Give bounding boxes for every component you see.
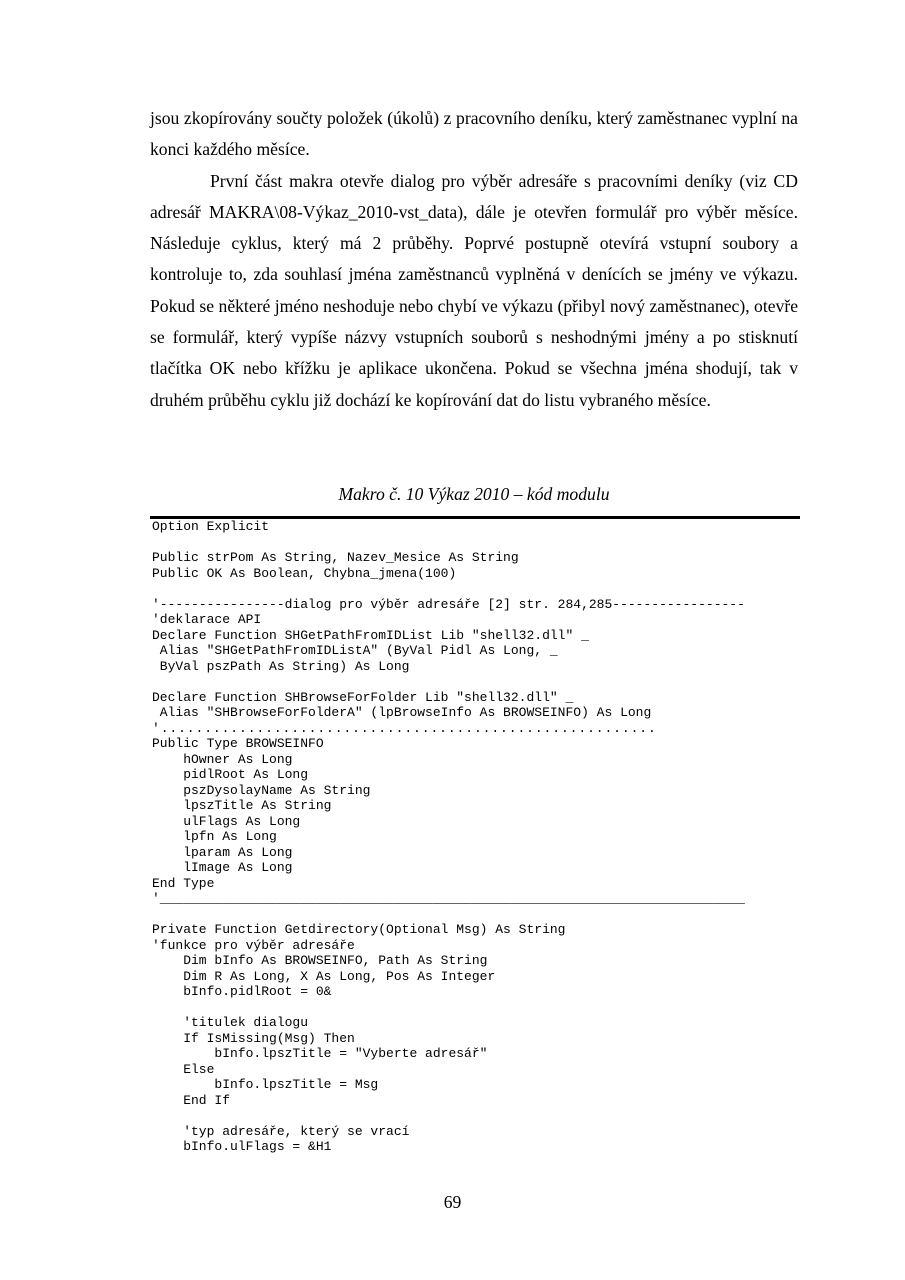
code-line: '......................................................... <box>152 720 657 736</box>
body-text <box>150 103 798 416</box>
code-line: hOwner As Long <box>152 751 293 767</box>
code-line <box>152 535 800 551</box>
code-line: lparam As Long <box>152 844 293 860</box>
code-line: '----------------dialog pro výběr adresáře [2] str. 284,285----------------- <box>152 596 745 612</box>
code-line: Public Type BROWSEINFO <box>152 736 324 751</box>
code-line <box>152 1108 800 1124</box>
code-line <box>152 907 800 923</box>
code-line: Alias "SHGetPathFromIDListA" (ByVal Pidl As Long, _ <box>152 643 558 658</box>
code-line: ByVal pszPath As String) As Long <box>152 658 410 674</box>
code-line: pidlRoot As Long <box>152 767 309 782</box>
code-line: Public strPom As String, Nazev_Mesice As String <box>152 550 519 565</box>
code-line: 'titulek dialogu <box>152 1015 309 1030</box>
code-line: ulFlags As Long <box>152 813 301 829</box>
code-line: If IsMissing(Msg) Then <box>152 1030 355 1046</box>
code-line: End If <box>152 1092 231 1108</box>
code-line: Declare Function SHGetPathFromIDList Lib "shell32.dll" _ <box>152 627 589 643</box>
code-listing <box>152 519 800 1155</box>
code-line: End Type <box>152 875 215 891</box>
code-line: Dim R As Long, X As Long, Pos As Integer <box>152 968 496 984</box>
code-line: Declare Function SHBrowseForFolder Lib "shell32.dll" _ <box>152 689 574 705</box>
paragraph: jsou zkopírovány součty položek (úkolů) z pracovního deníku, který zaměstnanec vyplní na konci každého měsíce. <box>150 108 798 160</box>
code-line: bInfo.lpszTitle = "Vyberte adresář" <box>152 1046 488 1061</box>
code-line <box>152 674 800 690</box>
code-line: bInfo.ulFlags = &H1 <box>152 1139 332 1154</box>
code-line: Private Function Getdirectory(Optional Msg) As String <box>152 922 566 937</box>
paragraph: První část makra otevře dialog pro výběr adresáře s pracovními deníky (viz CD adresář MAKRA\08-Výkaz_2010-vst_data), dále je otevřen formulář pro výběr měsíce. Následuje cyklus, který má 2 průběhy. Poprvé postupně otevírá vstupní soubory a kontroluje to, zda souhlasí jména zaměstnanců vyplněná v denících se jmény ve výkazu. Pokud se některé jméno neshoduje nebo chybí ve výkazu (přibyl nový zaměstnanec), otevře se formulář, který vypíše názvy vstupních souborů s neshodnými jmény a po stisknutí tlačítka OK nebo křížku je aplikace ukončena. Pokud se všechna jména shodují, tak v druhém průběhu cyklu již dochází ke kopírování dat do listu vybraného měsíce. <box>150 170 798 410</box>
code-caption: Makro č. 10 Výkaz 2010 – kód modulu <box>338 484 610 504</box>
code-line: pszDysolayName As String <box>152 782 371 798</box>
code-line: Alias "SHBrowseForFolderA" (lpBrowseInfo As BROWSEINFO) As Long <box>152 705 652 720</box>
code-line: bInfo.lpszTitle = Msg <box>152 1077 379 1092</box>
code-line: 'deklarace API <box>152 612 262 627</box>
code-line: 'funkce pro výběr adresáře <box>152 937 355 953</box>
code-line: lpszTitle As String <box>152 798 332 813</box>
code-line <box>152 581 800 597</box>
code-line: Else <box>152 1061 215 1077</box>
code-line: lpfn As Long <box>152 829 277 844</box>
code-line: 'typ adresáře, který se vrací <box>152 1123 410 1139</box>
code-line: bInfo.pidlRoot = 0& <box>152 984 332 999</box>
code-line: Option Explicit <box>152 519 270 534</box>
page-number: 69 <box>443 1192 462 1212</box>
code-line: '___________________________________________________________________________ <box>152 891 745 906</box>
code-line: lImage As Long <box>152 860 293 875</box>
code-line <box>152 1000 800 1016</box>
code-line: Dim bInfo As BROWSEINFO, Path As String <box>152 953 488 968</box>
code-line: Public OK As Boolean, Chybna_jmena(100) <box>152 565 457 581</box>
